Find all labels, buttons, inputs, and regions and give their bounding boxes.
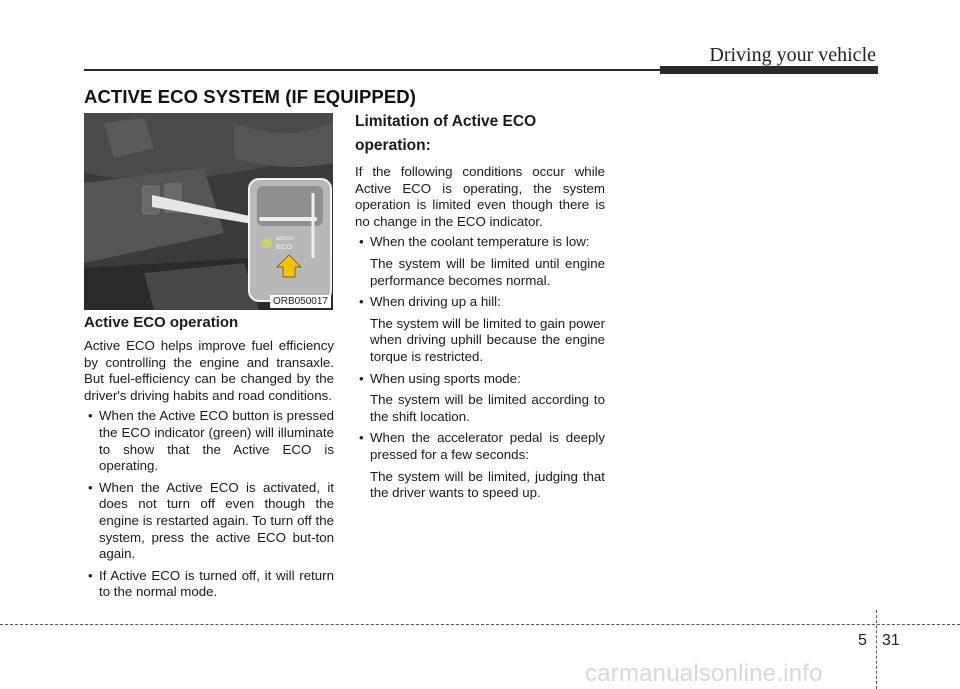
header-rule-bold: [660, 66, 878, 74]
watermark: carmanualsonline.info: [585, 660, 823, 687]
limitation-heading: Limitation of Active ECO operation:: [355, 113, 537, 154]
svg-text:ECO: ECO: [276, 242, 293, 251]
list-item: • When the Active ECO is activated, it does not turn off even though the engine is restarted again. To turn off the system, press the active ECO but-ton again.: [84, 480, 334, 563]
header-rule: [84, 69, 664, 71]
footer-rule: [0, 624, 960, 625]
condition-text: When the accelerator pedal is deeply pressed for a few seconds:: [370, 430, 605, 462]
right-column: [355, 110, 605, 507]
list-item: [355, 430, 605, 501]
list-item: [355, 294, 605, 365]
limitation-bullets: [355, 234, 605, 501]
active-eco-bullets: [84, 408, 334, 601]
list-item: • When the Active ECO button is pressed the ECO indicator (green) will illuminate to show that the Active ECO is operating.: [84, 408, 334, 474]
active-eco-heading: Active ECO operation: [84, 314, 239, 331]
list-item: [355, 234, 605, 289]
left-column: [84, 314, 334, 606]
limitation-intro: If the following conditions occur while Active ECO is operating, the system operation is limited even though there is no change in the ECO indicator.: [355, 164, 605, 229]
condition-text: When using sports mode:: [370, 370, 521, 386]
svg-text:active: active: [276, 235, 293, 242]
condition-detail: The system will be limited to gain power when driving uphill because the engine torque is restricted.: [370, 315, 606, 364]
active-eco-intro: Active ECO helps improve fuel efficiency by controlling the engine and transaxle. But fuel-efficiency can be changed by the driver's driving habits and road conditions.: [84, 338, 334, 403]
condition-text: When the coolant temperature is low:: [370, 234, 590, 250]
eco-indicator: [262, 238, 272, 248]
condition-detail: The system will be limited according to the shift location.: [370, 392, 605, 424]
page-number: 31: [882, 632, 900, 649]
footer-divider: [876, 610, 877, 689]
dashboard-photo: [84, 113, 333, 310]
condition-detail: The system will be limited, judging that the driver wants to speed up.: [370, 468, 605, 501]
list-item: [355, 371, 605, 426]
section-title: ACTIVE ECO SYSTEM (IF EQUIPPED): [84, 86, 417, 107]
condition-detail: The system will be limited until engine performance becomes normal.: [370, 255, 605, 288]
list-item: • If Active ECO is turned off, it will return to the normal mode.: [84, 568, 334, 601]
chapter-title: Driving your vehicle: [709, 44, 876, 66]
figure-code: ORB050017: [270, 295, 331, 308]
section-number: 5: [858, 632, 867, 649]
condition-text: When driving up a hill:: [370, 294, 501, 310]
